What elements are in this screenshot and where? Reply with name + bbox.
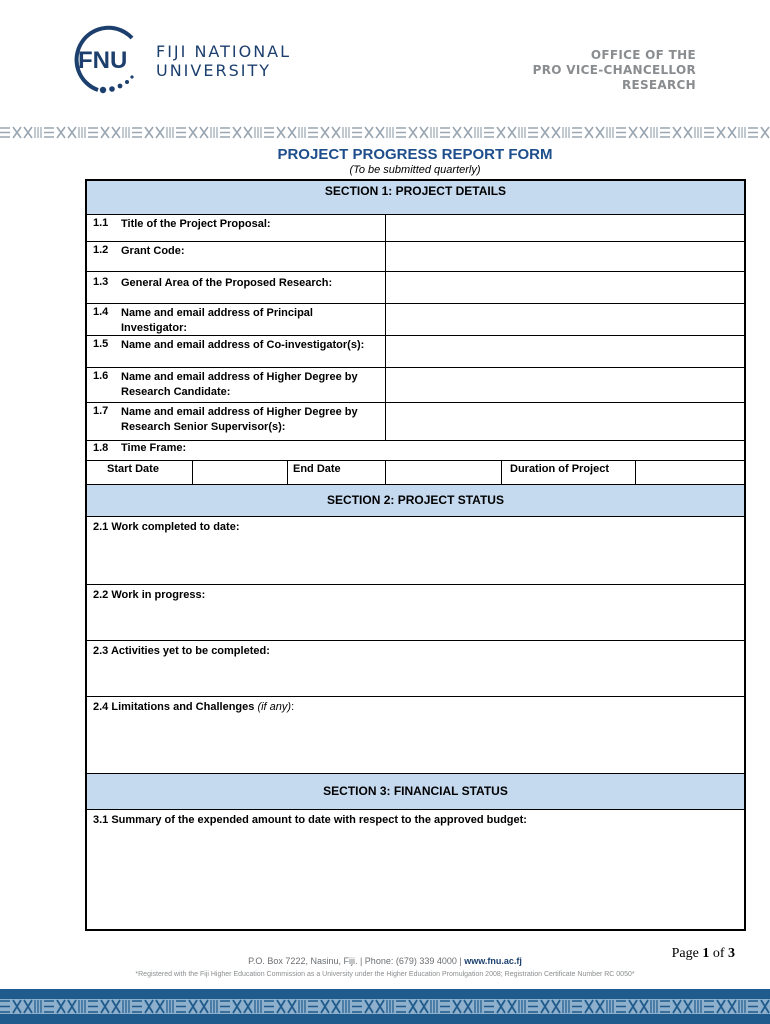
limitations-field[interactable] — [87, 697, 744, 774]
field-number: 1.3 — [93, 276, 109, 288]
field-label-1-2 — [87, 242, 386, 271]
section1-heading-text: SECTION 1: PROJECT DETAILS — [324, 184, 507, 198]
office-heading — [533, 48, 696, 93]
field-number: 1.6 — [93, 370, 109, 382]
field-number: 1.4 — [93, 306, 109, 318]
footer-address-text: P.O. Box 7222, Nasinu, Fiji. | Phone: (679) 339 4000 | — [248, 956, 462, 966]
decorative-pattern-bottom — [0, 989, 770, 1024]
field-row-1-1 — [87, 215, 744, 242]
grant-code-input[interactable] — [386, 242, 744, 271]
footer-address — [0, 956, 770, 966]
co-investigator-input[interactable] — [386, 336, 744, 367]
field-row-1-2 — [87, 242, 744, 272]
field-text: Grant Code: — [121, 245, 185, 257]
activities-remaining-label: 2.3 Activities yet to be completed: — [93, 645, 270, 657]
field-text: Name and email address of Higher Degree by Research Candidate: — [121, 371, 358, 398]
university-name-line2: UNIVERSITY — [156, 61, 271, 80]
form-subtitle: (To be submitted quarterly) — [349, 164, 481, 176]
hdr-candidate-input[interactable] — [386, 368, 744, 402]
fnu-logo-mark — [70, 24, 150, 98]
section3-heading — [87, 774, 744, 810]
page-current: 1 — [702, 946, 710, 961]
start-date-input[interactable] — [193, 461, 288, 484]
form-title: PROJECT PROGRESS REPORT FORM — [277, 146, 553, 163]
limitations-label: 2.4 Limitations and Challenges — [93, 701, 255, 713]
page-of: of — [712, 946, 725, 961]
office-line1: OFFICE OF THE — [590, 48, 696, 62]
field-number: 1.8 — [93, 442, 109, 454]
logo-initials: FNU — [78, 47, 128, 74]
section3-heading-text: SECTION 3: FINANCIAL STATUS — [323, 784, 508, 798]
field-number: 1.1 — [93, 217, 109, 229]
project-title-input[interactable] — [386, 215, 744, 241]
hdr-supervisor-input[interactable] — [386, 403, 744, 440]
work-in-progress-field[interactable] — [87, 585, 744, 641]
field-number: 1.7 — [93, 405, 109, 417]
field-label-1-3 — [87, 272, 386, 303]
fnu-logo — [70, 24, 320, 98]
principal-investigator-input[interactable] — [386, 304, 744, 335]
field-row-1-3 — [87, 272, 744, 304]
page-prefix: Page — [671, 946, 699, 961]
footer-website-link[interactable]: www.fnu.ac.fj — [464, 956, 522, 966]
limitations-note: (if any) — [257, 701, 292, 713]
field-text: Name and email address of Co-investigator(s): — [121, 339, 365, 351]
field-label-1-7 — [87, 403, 386, 440]
field-text: Title of the Project Proposal: — [121, 218, 271, 230]
field-text: General Area of the Proposed Research: — [121, 277, 333, 289]
field-label-1-1 — [87, 215, 386, 241]
field-label-1-6 — [87, 368, 386, 402]
work-in-progress-label: 2.2 Work in progress: — [93, 589, 206, 601]
work-completed-field[interactable] — [87, 517, 744, 585]
end-date-input[interactable] — [386, 461, 502, 484]
start-date-label: Start Date — [87, 461, 193, 484]
field-label-1-8 — [87, 441, 192, 460]
research-area-input[interactable] — [386, 272, 744, 303]
field-row-1-8 — [87, 441, 744, 461]
office-line3: RESEARCH — [621, 78, 696, 92]
field-number: 1.2 — [93, 244, 109, 256]
decorative-pattern-top — [0, 126, 770, 139]
field-text: Name and email address of Principal Investigator: — [121, 307, 313, 334]
duration-input[interactable] — [636, 461, 744, 484]
section2-heading-text: SECTION 2: PROJECT STATUS — [327, 493, 504, 507]
time-frame-row — [87, 461, 744, 485]
page-total: 3 — [728, 946, 735, 961]
project-progress-table — [85, 179, 746, 931]
field-row-1-4 — [87, 304, 744, 336]
field-text: Name and email address of Higher Degree by Research Senior Supervisor(s): — [121, 406, 358, 433]
expended-summary-field[interactable] — [87, 810, 744, 830]
expended-summary-label: 3.1 Summary of the expended amount to date with respect to the approved budget: — [93, 814, 527, 826]
field-label-1-5 — [87, 336, 386, 367]
limitations-colon: : — [291, 701, 295, 713]
activities-remaining-field[interactable] — [87, 641, 744, 697]
field-row-1-5 — [87, 336, 744, 368]
footer-registration: *Registered with the Fiji Higher Education Commission as a University under the Higher Education Promulgation 2008; Registration Certificate Number RC 0050* — [135, 971, 635, 978]
duration-label: Duration of Project — [502, 461, 636, 484]
field-text: Time Frame: — [121, 442, 187, 454]
end-date-label: End Date — [288, 461, 386, 484]
field-row-1-7 — [87, 403, 744, 441]
field-label-1-4 — [87, 304, 386, 335]
university-name — [156, 42, 291, 80]
work-completed-label: 2.1 Work completed to date: — [93, 521, 240, 533]
university-name-line1: FIJI NATIONAL — [156, 42, 292, 61]
section2-heading — [87, 485, 744, 517]
field-number: 1.5 — [93, 338, 109, 350]
office-line2: PRO VICE-CHANCELLOR — [532, 63, 696, 77]
section1-heading — [87, 181, 744, 215]
field-row-1-6 — [87, 368, 744, 403]
